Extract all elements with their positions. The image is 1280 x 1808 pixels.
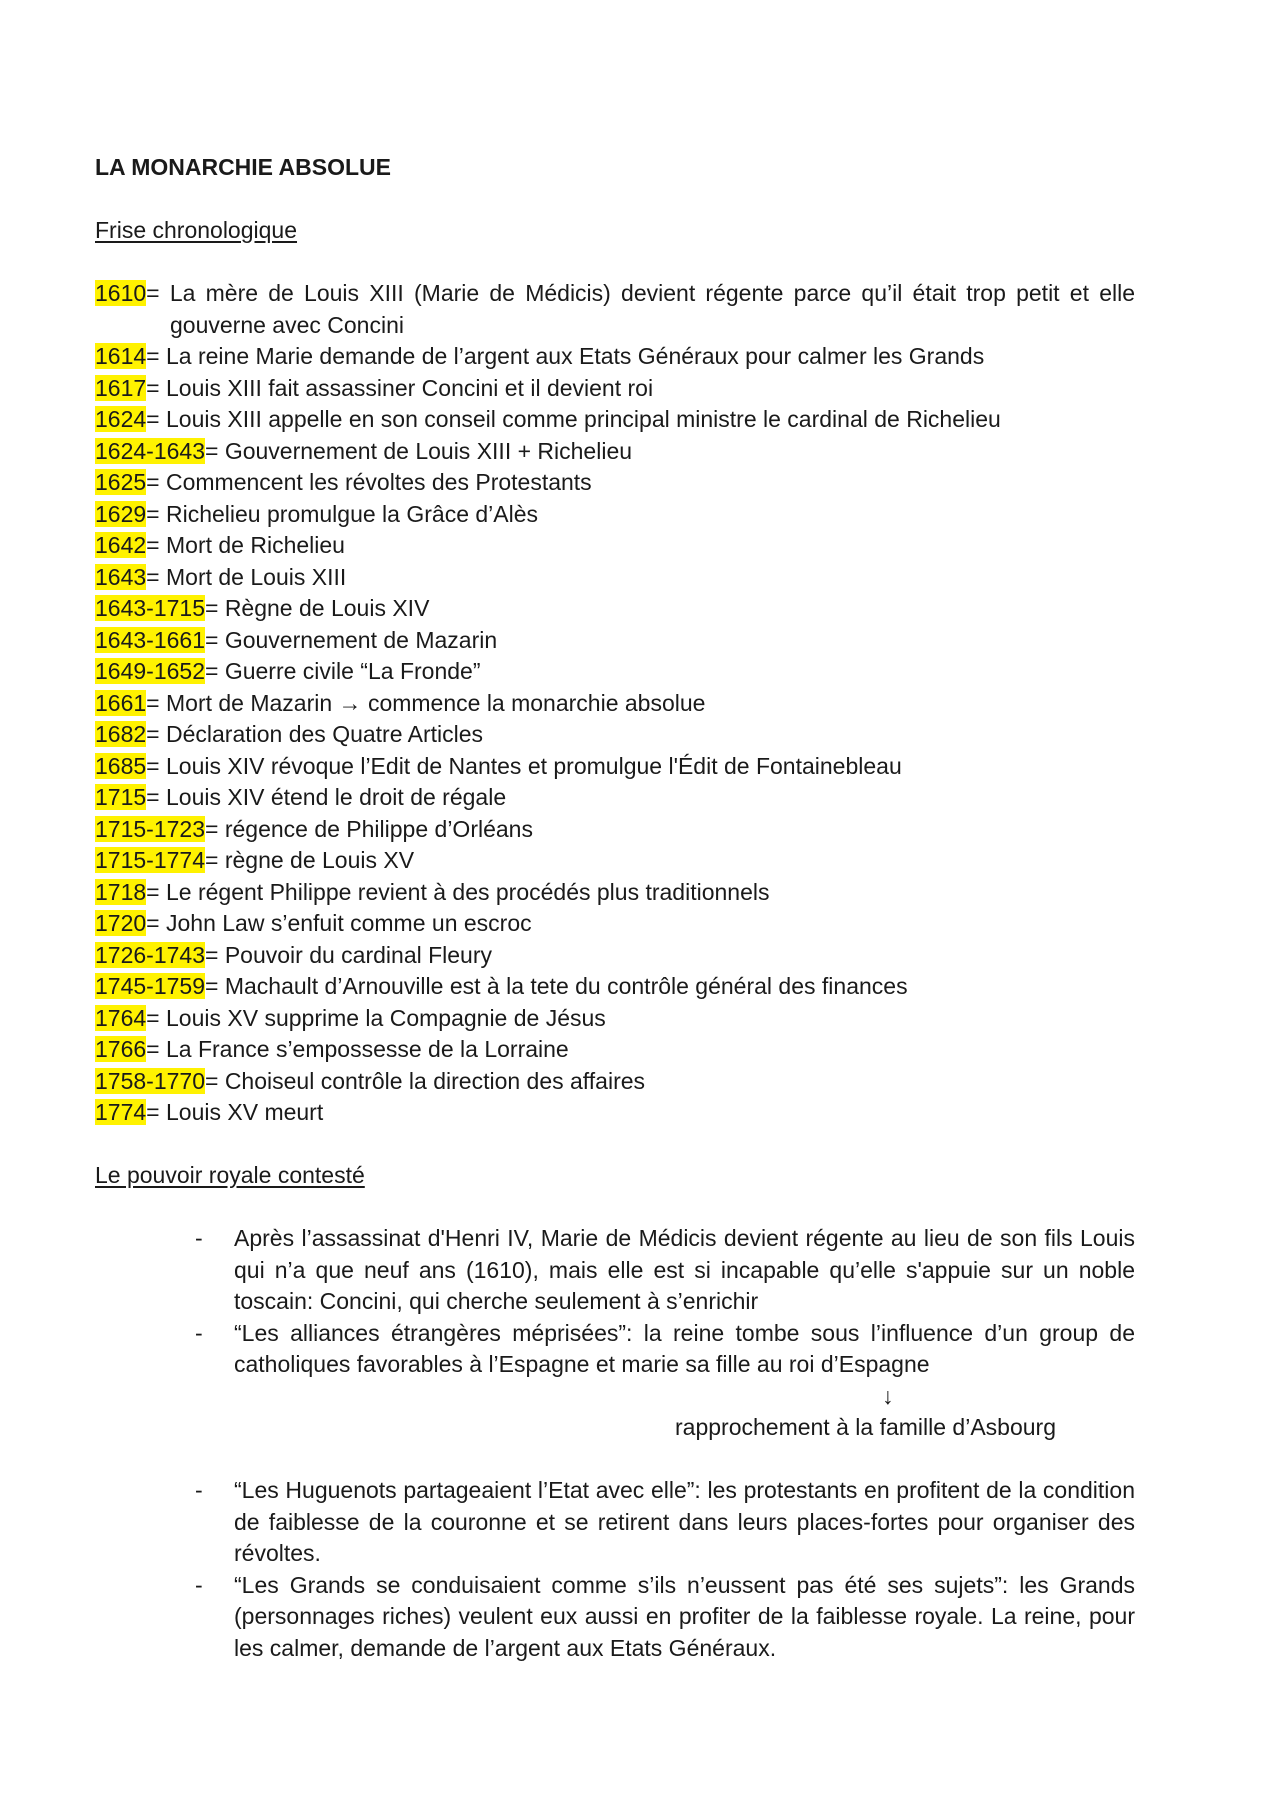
bullet-dash: -	[195, 1477, 203, 1503]
timeline-text: = Guerre civile “La Fronde”	[205, 658, 481, 684]
timeline-text: = Louis XV meurt	[146, 1099, 324, 1125]
timeline-row	[95, 940, 1135, 972]
timeline-row	[95, 1034, 1135, 1066]
timeline-text: = Louis XIII appelle en son conseil comme principal ministre le cardinal de Richelieu	[146, 406, 1001, 432]
bullet-text: “Les alliances étrangères méprisées”: la reine tombe sous l’influence d’un group de catholiques favorables à l’Espagne et marie sa fille au roi d’Espagne	[234, 1319, 1135, 1377]
timeline-text: = Louis XIII fait assassiner Concini et il devient roi	[146, 374, 654, 401]
timeline-row	[95, 688, 1135, 720]
timeline-text: = La mère de Louis XIII (Marie de Médicis) devient régente parce qu’il était trop petit et elle gouverne avec Concini	[146, 280, 1135, 338]
timeline-text: = Le régent Philippe revient à des procédés plus traditionnels	[146, 878, 770, 905]
down-arrow-icon: ↓	[882, 1382, 894, 1409]
timeline-year: 1614	[95, 343, 147, 369]
timeline-text: = Gouvernement de Mazarin	[205, 626, 498, 653]
bullet-text: “Les Grands se conduisaient comme s’ils n’eussent pas été ses sujets”: les Grands (personnages riches) veulent eux aussi en profiter de la faiblesse royale. La reine, pour les calmer, demande de l’argent aux Etats Généraux.	[234, 1571, 1135, 1661]
timeline-row	[95, 467, 1135, 499]
timeline-year: 1726-1743	[95, 941, 205, 968]
bullet-list	[95, 1223, 1135, 1664]
timeline-year: 1715	[95, 784, 147, 810]
timeline-text: = Mort de Louis XIII	[146, 563, 347, 590]
timeline-year: 1661	[95, 689, 147, 716]
timeline-row	[95, 373, 1135, 405]
timeline-row	[95, 656, 1135, 688]
timeline-row	[95, 593, 1135, 625]
timeline-year: 1624	[95, 406, 147, 432]
timeline-text: = Machault d’Arnouville est à la tete du contrôle général des finances	[205, 973, 908, 999]
timeline-year: 1629	[95, 500, 147, 527]
bullet-dash: -	[195, 1225, 203, 1251]
timeline-row	[95, 971, 1135, 1003]
timeline-row	[95, 499, 1135, 531]
arrow-note: rapprochement à la famille d’Asbourg	[675, 1414, 1056, 1440]
timeline-text: = Gouvernement de Louis XIII + Richelieu	[205, 437, 633, 464]
timeline-year: 1715-1774	[95, 847, 205, 873]
timeline-year: 1774	[95, 1099, 147, 1125]
timeline-text: = John Law s’enfuit comme un escroc	[146, 910, 532, 936]
list-item	[95, 1223, 1135, 1318]
timeline-row	[95, 278, 1135, 341]
timeline-year: 1649-1652	[95, 658, 205, 684]
timeline-row	[95, 436, 1135, 468]
timeline-row	[95, 625, 1135, 657]
timeline-text: = Mort de Mazarin → commence la monarchie absolue	[146, 689, 706, 716]
document-title: LA MONARCHIE ABSOLUE	[95, 154, 392, 180]
timeline-year: 1720	[95, 910, 147, 936]
timeline-text: = règne de Louis XV	[205, 847, 415, 873]
timeline-year: 1764	[95, 1004, 147, 1031]
timeline-row	[95, 751, 1135, 783]
bullet-text: “Les Huguenots partageaient l’Etat avec elle”: les protestants en profitent de la condition de faiblesse de la couronne et se retirent dans leurs places-fortes pour organiser des révoltes.	[234, 1477, 1135, 1566]
timeline-text: = Louis XIV révoque l’Edit de Nantes et promulgue l'Édit de Fontainebleau	[146, 752, 902, 779]
timeline-text: = Pouvoir du cardinal Fleury	[205, 941, 493, 968]
timeline-heading: Frise chronologique	[95, 217, 298, 243]
document-content	[95, 152, 1135, 1664]
timeline-row	[95, 530, 1135, 562]
timeline-text: = Règne de Louis XIV	[205, 595, 430, 621]
timeline-row	[95, 877, 1135, 909]
timeline-year: 1718	[95, 878, 147, 905]
timeline-text: = Commencent les révoltes des Protestants	[146, 469, 592, 495]
timeline-row	[95, 908, 1135, 940]
timeline-row	[95, 1003, 1135, 1035]
timeline-text: = Richelieu promulgue la Grâce d’Alès	[146, 500, 539, 527]
timeline-row	[95, 814, 1135, 846]
timeline-text: = Déclaration des Quatre Articles	[146, 721, 484, 747]
timeline-year: 1643-1661	[95, 626, 205, 653]
timeline-year: 1610	[95, 280, 147, 306]
timeline-year: 1642	[95, 532, 147, 558]
list-item	[95, 1318, 1135, 1381]
timeline-year: 1715-1723	[95, 815, 205, 842]
timeline-row	[95, 1066, 1135, 1098]
timeline-row	[95, 562, 1135, 594]
timeline-text: = Louis XIV étend le droit de régale	[146, 784, 507, 810]
timeline-year: 1643-1715	[95, 595, 205, 621]
spacer	[95, 1444, 1135, 1476]
list-item	[95, 1475, 1135, 1570]
bullet-dash: -	[195, 1319, 203, 1346]
timeline-year: 1685	[95, 752, 147, 779]
timeline-row	[95, 1097, 1135, 1129]
timeline-row	[95, 341, 1135, 373]
timeline-row	[95, 404, 1135, 436]
timeline-text: = Mort de Richelieu	[146, 532, 345, 558]
timeline-row	[95, 719, 1135, 751]
timeline-row	[95, 782, 1135, 814]
timeline-year: 1682	[95, 721, 147, 747]
timeline-row	[95, 845, 1135, 877]
timeline-year: 1745-1759	[95, 973, 205, 999]
timeline-text: = régence de Philippe d’Orléans	[205, 815, 533, 842]
timeline-list	[95, 278, 1135, 1129]
timeline-year: 1758-1770	[95, 1067, 205, 1094]
section-heading-pouvoir: Le pouvoir royale contesté	[95, 1162, 365, 1188]
timeline-year: 1625	[95, 469, 147, 495]
timeline-year: 1624-1643	[95, 437, 205, 464]
timeline-text: = Louis XV supprime la Compagnie de Jésus	[146, 1004, 606, 1031]
bullet-dash: -	[195, 1571, 203, 1598]
timeline-year: 1766	[95, 1036, 147, 1062]
timeline-text: = La reine Marie demande de l’argent aux Etats Généraux pour calmer les Grands	[146, 343, 985, 369]
timeline-year: 1643	[95, 563, 147, 590]
timeline-text: = Choiseul contrôle la direction des affaires	[205, 1067, 646, 1094]
timeline-text: = La France s’empossesse de la Lorraine	[146, 1036, 569, 1062]
timeline-year: 1617	[95, 374, 147, 401]
list-item	[95, 1570, 1135, 1665]
bullet-text: Après l’assassinat d'Henri IV, Marie de Médicis devient régente au lieu de son fils Louis qui n’a que neuf ans (1610), mais elle est si incapable qu’elle s'appuie sur un noble toscain: Concini, qui cherche seulement à s’enrichir	[234, 1225, 1135, 1314]
